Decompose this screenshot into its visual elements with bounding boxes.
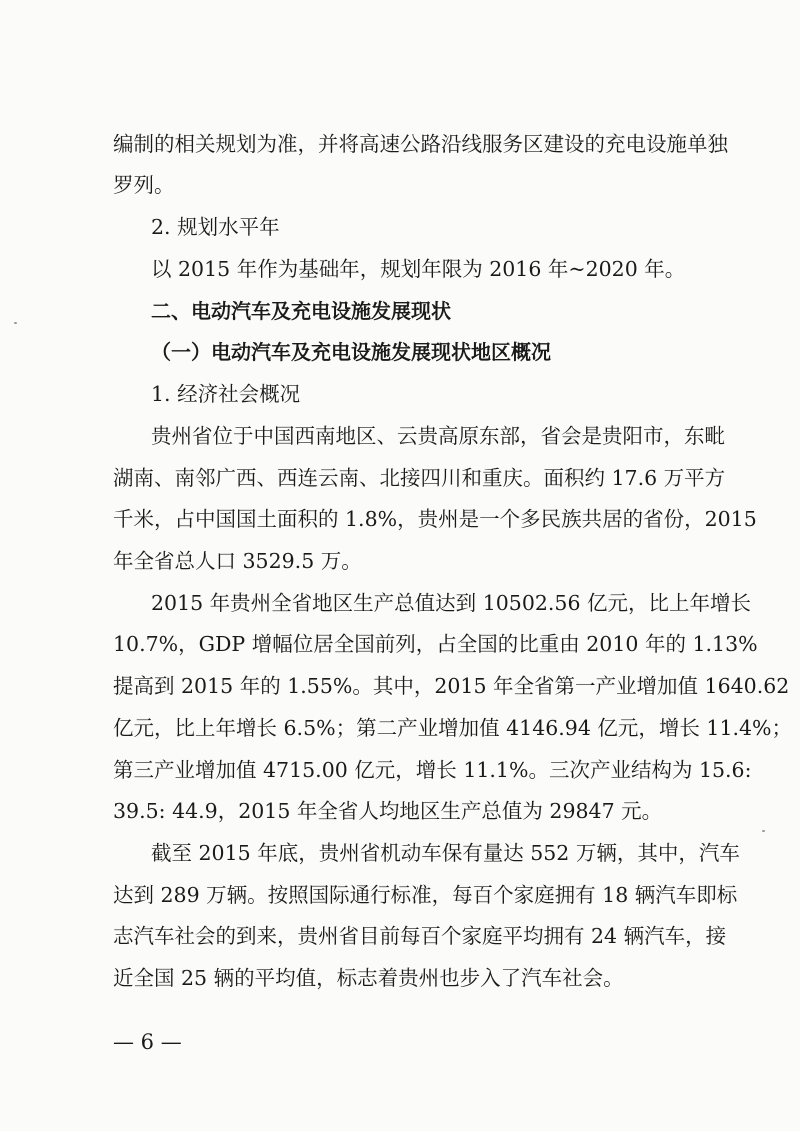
section-heading-economy: 1. 经济社会概况 (151, 382, 301, 406)
paragraph-line: 贵州省位于中国西南地区、云贵高原东部，省会是贵阳市，东毗 (151, 424, 725, 448)
paragraph-line: 近全国 25 辆的平均值，标志着贵州也步入了汽车社会。 (113, 966, 624, 990)
paragraph-line: 湖南、南邻广西、西连云南、北接四川和重庆。面积约 17.6 万平方 (113, 466, 726, 490)
paragraph-line: 截至 2015 年底，贵州省机动车保有量达 552 万辆，其中，汽车 (151, 841, 740, 865)
paragraph-line: 以 2015 年作为基础年，规划年限为 2016 年~2020 年。 (151, 257, 686, 281)
page-number: — 6 — (113, 1030, 182, 1054)
paragraph-line: 第三产业增加值 4715.00 亿元，增长 11.1%。三次产业结构为 15.6: (113, 758, 752, 782)
paragraph-line: 年全省总人口 3529.5 万。 (113, 549, 362, 573)
paragraph-line: 2015 年贵州全省地区生产总值达到 10502.56 亿元，比上年增长 (151, 591, 752, 615)
section-heading-planning-year: 2. 规划水平年 (151, 215, 280, 239)
paragraph-line: 罗列。 (113, 173, 175, 197)
paragraph-line: 编制的相关规划为准，并将高速公路沿线服务区建设的充电设施单独 (113, 132, 728, 156)
paragraph-line: 亿元，比上年增长 6.5%；第二产业增加值 4146.94 亿元，增长 11.4%； (113, 716, 793, 740)
paragraph-line: 达到 289 万辆。按照国际通行标准，每百个家庭拥有 18 辆汽车即标 (113, 883, 738, 907)
chapter-heading: 二、电动汽车及充电设施发展现状 (151, 299, 451, 323)
paragraph-line: 39.5: 44.9，2015 年全省人均地区生产总值为 29847 元。 (113, 799, 663, 823)
scan-speck (762, 830, 765, 832)
paragraph-line: 提高到 2015 年的 1.55%。其中，2015 年全省第一产业增加值 1640.62 (113, 674, 790, 698)
paragraph-line: 10.7%，GDP 增幅位居全国前列，占全国的比重由 2010 年的 1.13% (113, 632, 758, 656)
scan-speck (14, 322, 17, 324)
paragraph-line: 千米，占中国国土面积的 1.8%，贵州是一个多民族共居的省份，2015 (113, 507, 757, 531)
paragraph-line: 志汽车社会的到来，贵州省目前每百个家庭平均拥有 24 辆汽车，接 (113, 924, 727, 948)
subsection-heading: （一）电动汽车及充电设施发展现状地区概况 (151, 340, 551, 364)
